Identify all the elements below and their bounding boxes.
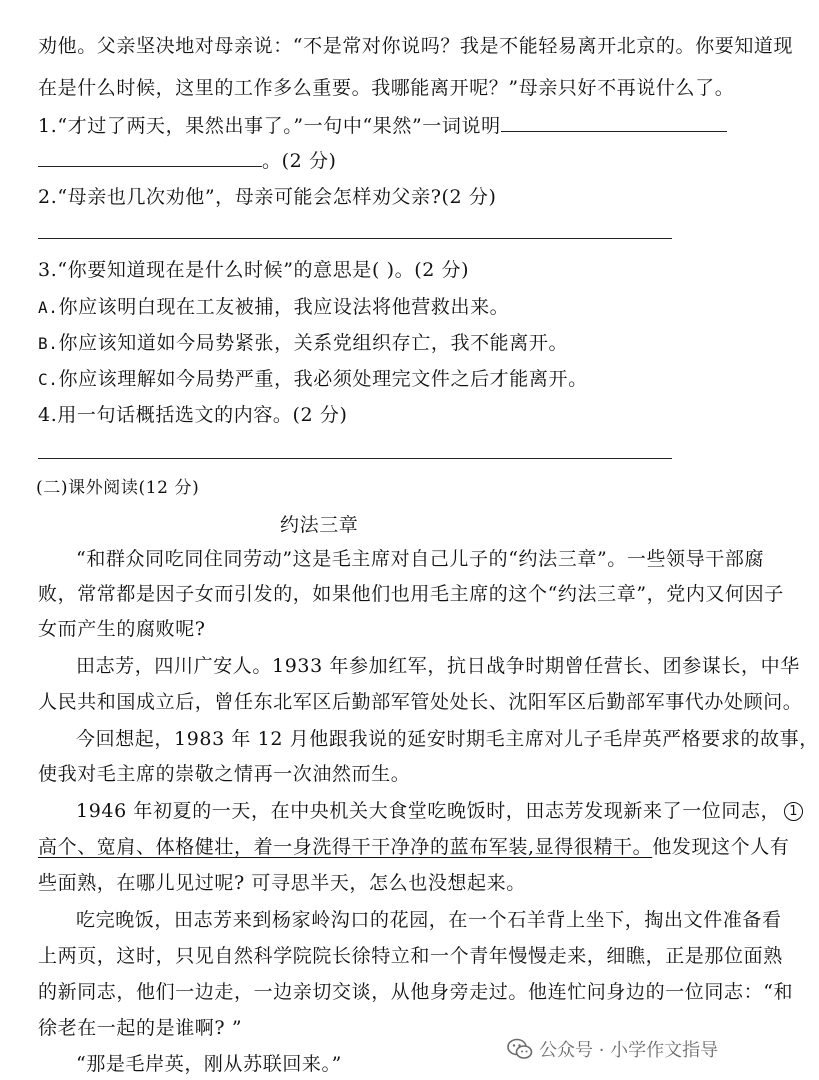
underlined-sentence: 高个、宽肩、体格健壮，着一身洗得干干净净的蓝布军装,显得很精干。	[38, 836, 653, 858]
passage-line: 劝他。父亲坚决地对母亲说：“不是常对你说吗？我是不能轻易离开北京的。你要知道现	[38, 35, 794, 57]
question-1-text: 1.“才过了两天，果然出事了。”一句中“果然”一词说明	[38, 115, 501, 137]
paragraph-text: 他发现这个人有	[652, 836, 790, 858]
wechat-icon	[507, 1038, 533, 1060]
paragraph-line: 的新同志，他们一边走，一边亲切交谈，从他身旁走过。他连忙问身边的一位同志：“和	[38, 981, 794, 1003]
option-letter: B.	[38, 334, 59, 353]
paragraph-line: 徐老在一起的是谁啊? ”	[38, 1017, 243, 1039]
question-4: 4.用一句话概括选文的内容。(2 分)	[38, 404, 348, 426]
sentence-marker: 1	[784, 802, 803, 821]
paragraph-text: 1946 年初夏的一天，在中央机关大食堂吃晚饭时，田志芳发现新来了一位同志，	[76, 800, 781, 822]
passage-line: 在是什么时候，这里的工作多么重要。我哪能离开呢？”母亲只好不再说什么了。	[38, 77, 735, 99]
option-letter: C.	[38, 370, 59, 389]
paragraph-line: 人民共和国成立后，曾任东北军区后勤部军管处处长、沈阳军区后勤部军事代办处顾问。	[38, 691, 803, 713]
answer-line[interactable]	[38, 458, 672, 459]
paragraph-line: 今回想起，1983 年 12 月他跟我说的延安时期毛主席对儿子毛岸英严格要求的故事，	[76, 728, 819, 750]
paragraph-line: “那是毛岸英，刚从苏联回来。”	[76, 1053, 342, 1075]
option-letter: A.	[38, 298, 59, 317]
paragraph-line	[38, 835, 789, 859]
paragraph-line: 败，常常都是因子女而引发的，如果他们也用毛主席的这个“约法三章”，党内又何因子	[38, 583, 784, 605]
article-title: 约法三章	[280, 514, 359, 536]
paragraph-line: “和群众同吃同住同劳动”这是毛主席对自己儿子的“约法三章”。一些领导干部腐	[76, 548, 765, 570]
option-c	[38, 367, 588, 392]
paragraph-line: 些面熟，在哪儿见过呢? 可寻思半天，怎么也没想起来。	[38, 872, 526, 894]
paragraph-line: 使我对毛主席的崇敬之情再一次油然而生。	[38, 763, 411, 785]
question-1-end: 。(2 分)	[262, 150, 337, 172]
paragraph-line: 吃完晚饭，田志芳来到杨家岭沟口的花园，在一个石羊背上坐下，掏出文件准备看	[76, 909, 782, 931]
question-1-continued	[38, 148, 337, 173]
option-text: 你应该知道如今局势紧张，关系党组织存亡，我不能离开。	[58, 332, 569, 354]
option-a	[38, 295, 509, 320]
answer-line[interactable]	[38, 238, 672, 239]
question-3: 3.“你要知道现在是什么时候”的意思是( )。(2 分)	[38, 259, 470, 281]
paragraph-line: 田志芳，四川广安人。1933 年参加红军，抗日战争时期曾任营长、团参谋长，中华	[76, 655, 800, 677]
section-heading: (二)课外阅读(12 分)	[36, 478, 200, 498]
option-text: 你应该明白现在工友被捕，我应设法将他营救出来。	[58, 296, 510, 318]
option-text: 你应该理解如今局势严重，我必须处理完文件之后才能离开。	[58, 368, 588, 390]
paragraph-line	[76, 799, 805, 823]
question-1	[38, 113, 727, 138]
paragraph-line: 上两页，这时，只见自然科学院院长徐特立和一个青年慢慢走来，细瞧，正是那位面熟	[38, 945, 783, 967]
question-2: 2.“母亲也几次劝他”，母亲可能会怎样劝父亲?(2 分)	[38, 186, 497, 208]
paragraph-line: 女而产生的腐败呢?	[38, 618, 206, 640]
watermark-text: 公众号 · 小学作文指导	[539, 1040, 719, 1061]
answer-blank[interactable]	[38, 148, 262, 167]
answer-blank[interactable]	[501, 113, 727, 132]
option-b	[38, 331, 568, 356]
watermark	[507, 1036, 718, 1062]
